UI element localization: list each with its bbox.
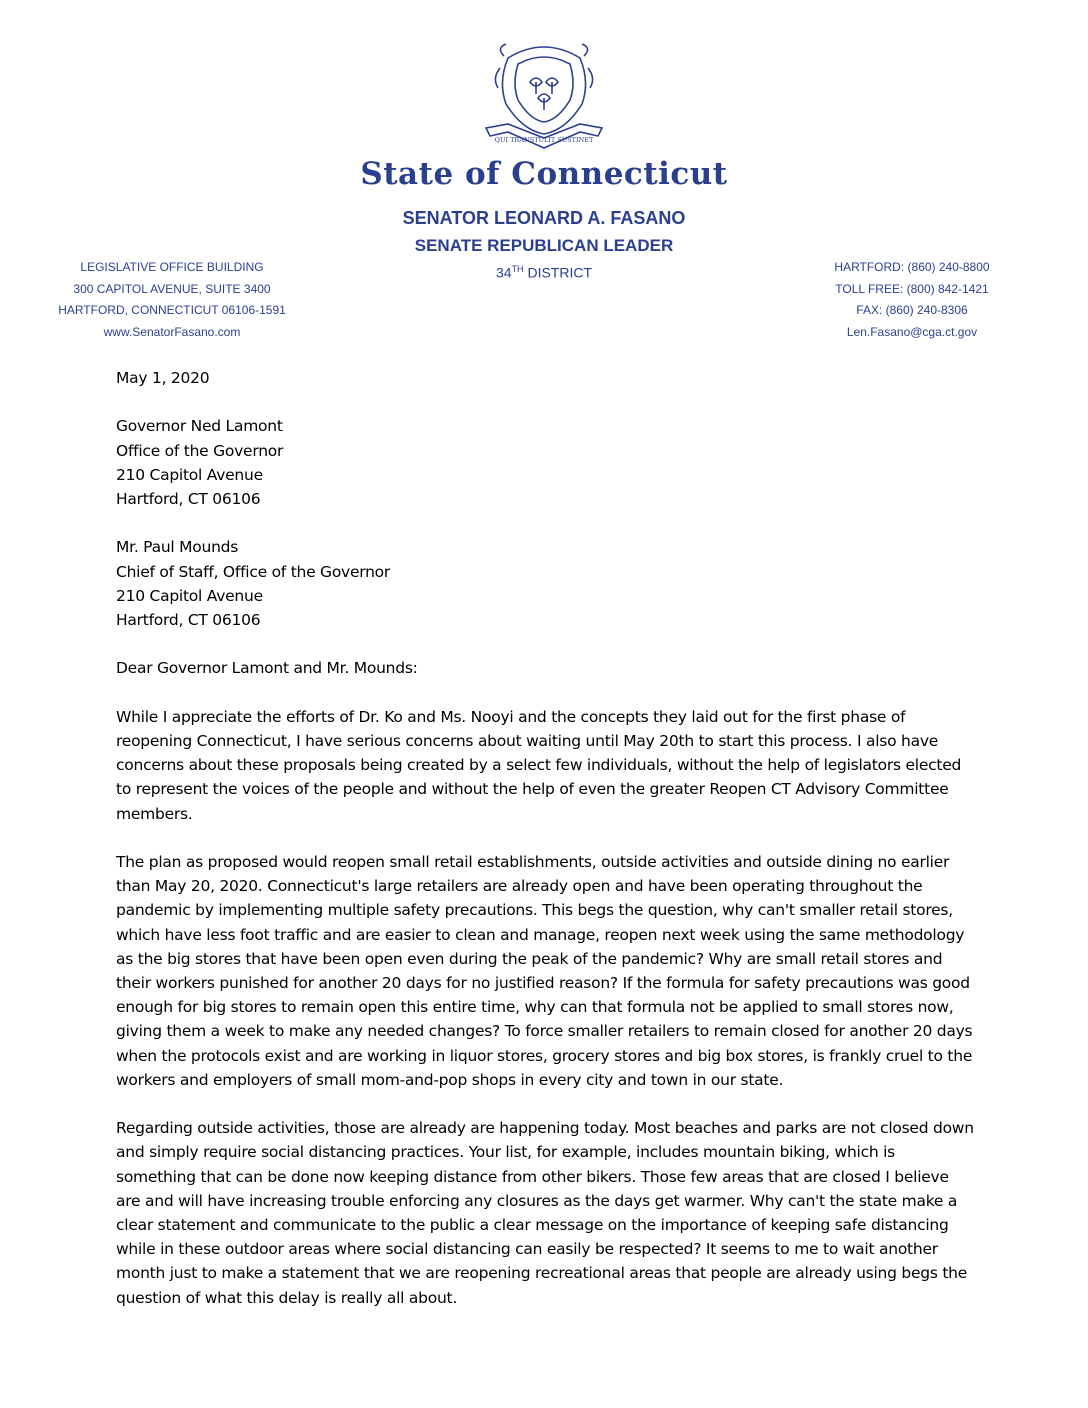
body-paragraph: While I appreciate the efforts of Dr. Ko and Ms. Nooyi and the concepts they laid out for the first phase of reopening Connecticut, I have serious concerns about waiting until May 20th to start this process. I also have concerns about these proposals being created by a select few individuals, without the help of legislators elected to represent the voices of the people and without the help of even the greater Reopen CT Advisory Committee members. [116,707,962,823]
recipient-line: 210 Capitol Avenue [116,586,263,605]
seal-motto: QUI TRANSTULIT SUSTINET [494,136,594,144]
district-number: 34 [495,264,512,281]
letter-date: May 1, 2020 [116,369,210,387]
senator-name: SENATOR LEONARD A. FASANO [402,208,686,228]
recipient-line: Hartford, CT 06106 [116,490,261,508]
contact-info [808,257,1016,343]
state-title: State of Connecticut [360,156,728,192]
email-link[interactable]: Len.Fasano@cga.ct.gov [846,324,978,339]
recipient-line: Chief of Staff, Office of the Governor [116,562,391,581]
address-line: HARTFORD, CONNECTICUT 06106-1591 [58,303,286,317]
district-suffix: TH [511,264,524,274]
phone-hartford: HARTFORD: (860) 240-8800 [834,260,990,274]
recipient-line: 210 Capitol Avenue [116,465,263,484]
recipient-line: Hartford, CT 06106 [116,611,261,629]
address-line: LEGISLATIVE OFFICE BUILDING [80,260,264,274]
salutation: Dear Governor Lamont and Mr. Mounds: [116,659,418,678]
fax: FAX: (860) 240-8306 [856,303,968,317]
letter-body [116,366,976,1310]
address-line: 300 CAPITOL AVENUE, SUITE 3400 [73,281,271,296]
senator-role: SENATE REPUBLICAN LEADER [414,236,674,255]
recipient-line: Mr. Paul Mounds [116,538,239,557]
body-paragraph: The plan as proposed would reopen small retail establishments, outside activities and outside dining no earlier than May 20, 2020. Connecticut's large retailers are already open and have been operating throughout the pandemic by implementing multiple safety precautions. This begs the question, why can't smaller retail stores, which have less foot traffic and are easier to clean and manage, reopen next week using the same methodology as the big stores that have been open even during the peak of the pandemic? Why are small retail stores and their workers punished for another 20 days for no justified reason? If the formula for safety precautions was good enough for big stores to remain open this entire time, why can that formula not be applied to small stores now, giving them a week to make any needed changes? To force smaller retailers to remain closed for another 20 days when the protocols exist and are working in liquor stores, grocery stores and big box stores, is frankly cruel to the workers and employers of small mom-and-pop shops in every city and town in our state. [116,852,973,1089]
connecticut-state-seal-icon [478,38,610,156]
recipient-line: Governor Ned Lamont [116,417,283,436]
recipient-line: Office of the Governor [116,441,284,460]
body-paragraph: Regarding outside activities, those are already are happening today. Most beaches and parks are not closed down and simply require social distancing practices. Your list, for example, includes mountain biking, which is something that can be done now keeping distance from other bikers. Those few areas that are closed I believe are and will have increasing trouble enforcing any closures as the days get warmer. Why can't the state make a clear statement and communicate to the public a clear message on the importance of keeping safe distancing while in these outdoor areas where social distancing can easily be respected? It seems to me to wait another month just to make a statement that we are reopening recreational areas that people are already using begs the question of what this delay is really all about. [116,1119,974,1307]
phone-toll-free: TOLL FREE: (800) 842-1421 [835,281,989,296]
district-word: DISTRICT [527,264,593,281]
website-link[interactable]: www.SenatorFasano.com [103,324,241,339]
office-address [58,257,286,343]
